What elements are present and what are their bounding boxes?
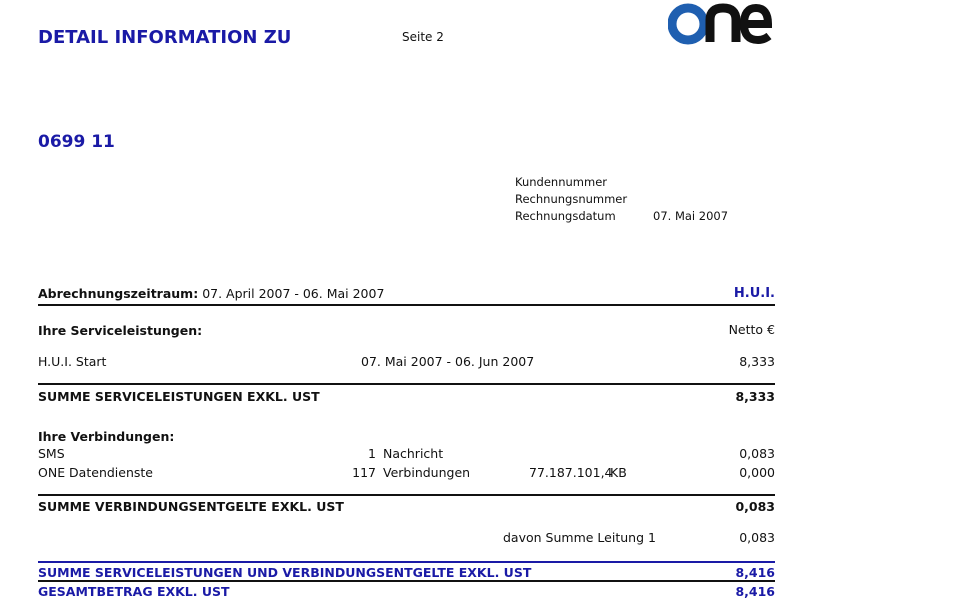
page-number: Seite 2 <box>402 30 444 44</box>
connections-sum-value: 0,083 <box>735 499 775 514</box>
currency-header: Netto € <box>728 322 775 337</box>
connection-name: ONE Datendienste <box>38 465 153 480</box>
divider <box>38 304 775 306</box>
rechnungsnummer-label: Rechnungsnummer <box>515 192 628 206</box>
service-item-amount: 8,333 <box>739 354 775 369</box>
combined-sum-label: SUMME SERVICELEISTUNGEN UND VERBINDUNGSENTGELTE EXKL. UST <box>38 565 532 580</box>
grand-total-label: GESAMTBETRAG EXKL. UST <box>38 584 230 599</box>
one-logo <box>668 3 776 45</box>
divider <box>38 580 775 582</box>
connection-unit: Nachricht <box>383 446 444 461</box>
connection-amount: 0,000 <box>739 465 775 480</box>
services-heading: Ihre Serviceleistungen: <box>38 323 203 338</box>
connection-unit: Verbindungen <box>383 465 471 480</box>
kundennummer-label: Kundennummer <box>515 175 607 189</box>
phone-number: 0699 11 <box>38 132 115 152</box>
combined-sum-value: 8,416 <box>735 565 775 580</box>
connection-volume-unit: KB <box>610 465 627 480</box>
services-sum-value: 8,333 <box>735 389 775 404</box>
service-item-name: H.U.I. Start <box>38 354 107 369</box>
line-subtotal-label: davon Summe Leitung 1 <box>503 530 656 545</box>
divider <box>38 494 775 496</box>
billing-period-value: 07. April 2007 - 06. Mai 2007 <box>202 286 385 301</box>
divider <box>38 561 775 563</box>
connection-name: SMS <box>38 446 65 461</box>
connection-volume: 77.187.101,4 <box>529 465 613 480</box>
connection-count: 117 <box>352 465 376 480</box>
connection-amount: 0,083 <box>739 446 775 461</box>
connections-heading: Ihre Verbindungen: <box>38 429 175 444</box>
connections-sum-label: SUMME VERBINDUNGSENTGELTE EXKL. UST <box>38 499 344 514</box>
page-title: DETAIL INFORMATION ZU <box>38 27 292 48</box>
divider <box>38 383 775 385</box>
grand-total-value: 8,416 <box>735 584 775 599</box>
services-sum-label: SUMME SERVICELEISTUNGEN EXKL. UST <box>38 389 320 404</box>
connection-count: 1 <box>368 446 376 461</box>
billing-period-label: Abrechnungszeitraum: <box>38 286 199 301</box>
line-subtotal-value: 0,083 <box>739 530 775 545</box>
billing-period <box>38 286 384 301</box>
service-item-period: 07. Mai 2007 - 06. Jun 2007 <box>361 354 535 369</box>
rechnungsdatum-value: 07. Mai 2007 <box>653 209 729 223</box>
rechnungsdatum-label: Rechnungsdatum <box>515 209 616 223</box>
tariff-name: H.U.I. <box>733 286 775 301</box>
